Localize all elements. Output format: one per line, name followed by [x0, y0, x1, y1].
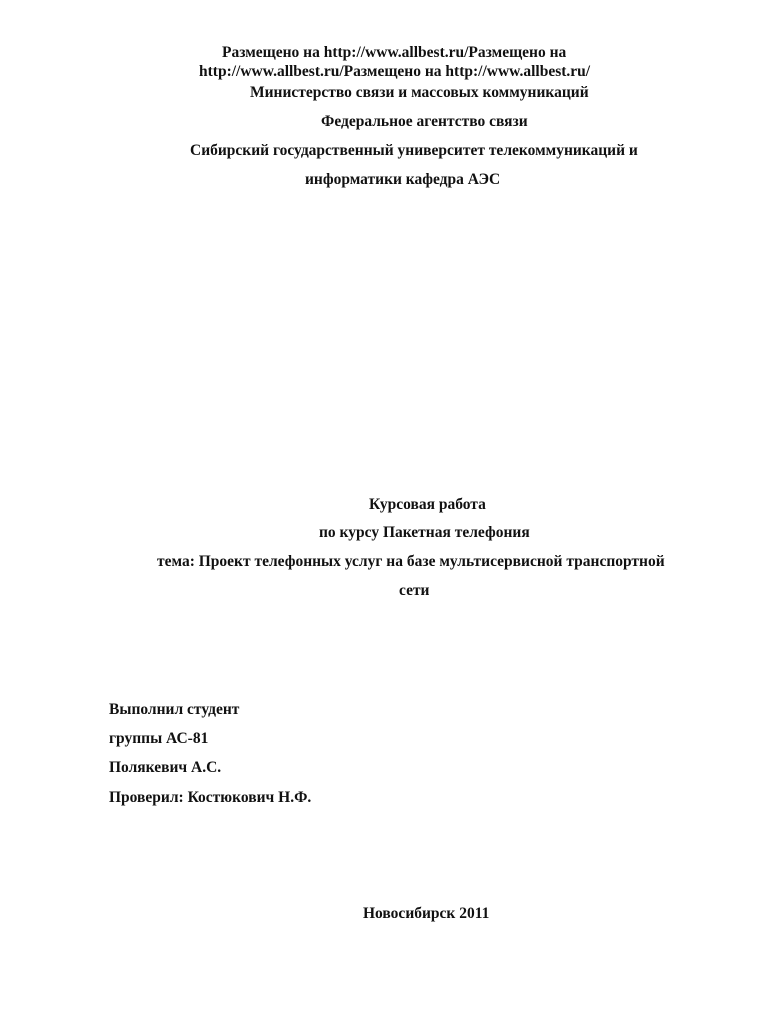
student-name: Полякевич А.С. — [109, 759, 222, 776]
university-line-1: Сибирский государственный университет телекоммуникаций и — [190, 142, 638, 159]
topic-line-2: сети — [399, 582, 430, 599]
work-type: Курсовая работа — [369, 496, 486, 513]
ministry-name: Министерство связи и массовых коммуникаций — [250, 84, 589, 101]
student-group: группы АС-81 — [109, 730, 209, 747]
course-name: по курсу Пакетная телефония — [319, 524, 530, 541]
allbest-line-1: Размещено на http://www.allbest.ru/Размещено на — [222, 44, 567, 61]
allbest-line-2: http://www.allbest.ru/Размещено на http://www.allbest.ru/ — [199, 63, 591, 80]
performed-by: Выполнил студент — [109, 701, 240, 718]
checked-by: Проверил: Костюкович Н.Ф. — [109, 789, 312, 806]
city-year: Новосибирск 2011 — [363, 905, 490, 922]
university-line-2: информатики кафедра АЭС — [305, 171, 501, 188]
topic-line-1: тема: Проект телефонных услуг на базе мультисервисной транспортной — [157, 553, 665, 570]
agency-name: Федеральное агентство связи — [321, 113, 528, 130]
